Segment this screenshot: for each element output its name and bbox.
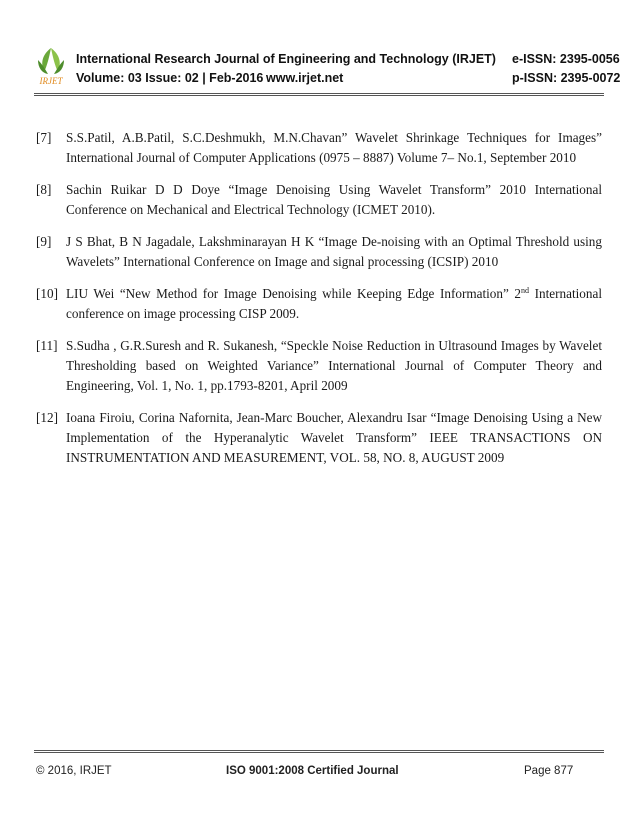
reference-item xyxy=(36,180,602,220)
reference-item xyxy=(36,284,602,324)
reference-item xyxy=(36,408,602,468)
volume-issue: Volume: 03 Issue: 02 | Feb-2016 xyxy=(76,71,264,85)
ordinal-superscript: nd xyxy=(521,286,530,295)
footer-divider xyxy=(34,750,604,753)
footer-copyright: © 2016, IRJET xyxy=(36,765,112,777)
reference-item xyxy=(36,336,602,396)
reference-number: [11] xyxy=(36,338,58,353)
footer-page-number: Page 877 xyxy=(524,765,574,777)
reference-item xyxy=(36,232,602,272)
journal-title: International Research Journal of Engineering and Technology (IRJET) xyxy=(76,52,496,66)
footer-certification: ISO 9001:2008 Certified Journal xyxy=(226,765,399,777)
reference-number: [8] xyxy=(36,182,52,197)
svg-text:IRJET: IRJET xyxy=(39,76,63,86)
reference-number: [10] xyxy=(36,286,58,301)
reference-list xyxy=(36,128,602,480)
reference-number: [12] xyxy=(36,410,58,425)
reference-number: [7] xyxy=(36,130,52,145)
header-divider xyxy=(34,93,604,96)
reference-text: Ioana Firoiu, Corina Nafornita, Jean-Marc Boucher, Alexandru Isar “Image Denoising Using a New Implementation of the Hyperanalytic Wavelet Transform” IEEE TRANSACTIONS ON INSTRUMENTATION AND MEASUREMENT, VOL. 58, NO. 8, AUGUST 2009 xyxy=(66,410,602,465)
website-link[interactable]: www.irjet.net xyxy=(266,71,344,85)
page-header xyxy=(34,42,621,92)
reference-number: [9] xyxy=(36,234,52,249)
pissn: p-ISSN: 2395-0072 xyxy=(512,71,621,85)
reference-text: S.Sudha , G.R.Suresh and R. Sukanesh, “Speckle Noise Reduction in Ultrasound Images by Wavelet Thresholding based on Weighted Variance” International Journal of Computer Theory and Engineering, Vol. 1, No. 1, pp.1793-8201, April 2009 xyxy=(66,338,602,393)
irjet-logo-icon xyxy=(34,46,68,86)
reference-text: Sachin Ruikar D D Doye “Image Denoising Using Wavelet Transform” 2010 International Conference on Mechanical and Electrical Technology (ICMET 2010). xyxy=(66,182,602,217)
eissn: e-ISSN: 2395-0056 xyxy=(512,52,620,66)
reference-text: LIU Wei “New Method for Image Denoising while Keeping Edge Information” 2nd International conference on image processing CISP 2009. xyxy=(66,286,603,321)
reference-text: S.S.Patil, A.B.Patil, S.C.Deshmukh, M.N.Chavan” Wavelet Shrinkage Techniques for Images” International Journal of Computer Applications (0975 – 8887) Volume 7– No.1, September 2010 xyxy=(66,130,602,165)
reference-item xyxy=(36,128,602,168)
reference-text: J S Bhat, B N Jagadale, Lakshminarayan H K “Image De-noising with an Optimal Threshold using Wavelets” International Conference on Image and signal processing (ICSIP) 2010 xyxy=(66,234,602,269)
